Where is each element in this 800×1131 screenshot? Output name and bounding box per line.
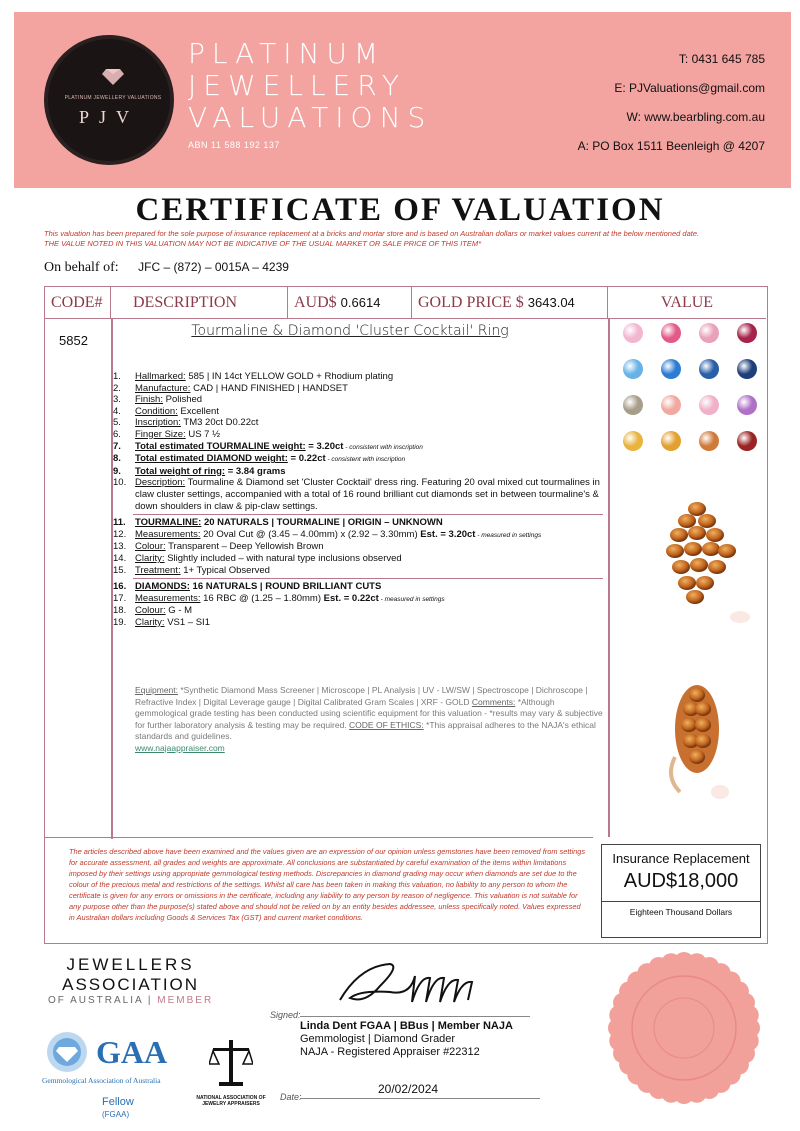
signer-role-1: Gemmologist | Diamond Grader <box>300 1033 456 1045</box>
naja-logo <box>196 1036 266 1107</box>
section-divider <box>133 578 603 579</box>
item-text <box>135 441 603 454</box>
list-item <box>113 541 603 553</box>
item-value: 16 NATURALS | ROUND BRILLIANT CUTS <box>189 581 382 593</box>
item-label: Total estimated TOURMALINE weight: <box>135 440 306 452</box>
tourmaline-stone <box>689 688 705 702</box>
gem-swatch <box>623 359 643 379</box>
header-code: CODE# <box>45 287 111 319</box>
naja-link[interactable]: www.najaappraiser.com <box>135 742 225 753</box>
brand-line-2: JEWELLERY <box>188 69 406 102</box>
gemstone-color-chart <box>609 319 767 461</box>
item-text <box>135 466 603 478</box>
list-item <box>113 417 603 429</box>
gem-swatch <box>623 395 643 415</box>
tourmaline-stone <box>718 544 736 558</box>
item-value: Polished <box>162 394 203 406</box>
item-number: 17. <box>113 592 127 604</box>
item-label: TOURMALINE: <box>135 517 202 529</box>
list-item <box>113 593 603 606</box>
handwritten-signature <box>320 956 520 1016</box>
item-number: 2. <box>113 382 121 394</box>
item-number: 3. <box>113 394 121 406</box>
tourmaline-stone <box>678 576 696 590</box>
list-item <box>113 441 603 454</box>
item-value: 1+ Typical Observed <box>180 564 270 576</box>
certificate-title: CERTIFICATE OF VALUATION <box>135 192 665 228</box>
section-divider <box>133 514 603 515</box>
item-number: 6. <box>113 428 121 440</box>
gem-swatch <box>661 323 681 343</box>
item-code: 5852 <box>59 333 88 348</box>
tourmaline-stone <box>684 542 702 556</box>
tourmaline-stone <box>695 702 711 716</box>
item-value: CAD | HAND FINISHED | HANDSET <box>190 382 348 394</box>
item-value: 16 RBC @ (1.25 – 1.80mm) <box>200 592 324 604</box>
tourmaline-stone <box>672 560 690 574</box>
item-number: 19. <box>113 616 127 628</box>
valuation-table <box>44 286 768 944</box>
item-number: 11. <box>113 517 126 529</box>
item-number: 8. <box>113 453 121 465</box>
logo-small-text: PLATINUM JEWELLERY VALUATIONS <box>64 95 162 101</box>
insurance-label: Insurance Replacement <box>612 851 750 866</box>
gem-swatch <box>661 395 681 415</box>
list-item <box>113 371 603 383</box>
item-list <box>113 371 603 628</box>
insurance-words: Eighteen Thousand Dollars <box>602 901 760 917</box>
item-number: 1. <box>113 371 121 382</box>
list-item <box>113 605 603 617</box>
gem-swatch <box>699 359 719 379</box>
ethics-text: *This appraisal adheres to the NAJA's ethical standards and guidelines. <box>135 719 596 741</box>
item-estimate: Est. = 0.22ct <box>323 592 379 604</box>
item-label: Treatment: <box>135 564 181 576</box>
tourmaline-stone <box>702 542 720 556</box>
item-value: 20 NATURALS | TOURMALINE | ORIGIN – UNKNOWN <box>201 517 443 529</box>
item-text <box>135 406 603 418</box>
header-gold-price <box>412 287 608 319</box>
ethics-label: CODE OF ETHICS: <box>349 719 424 730</box>
list-item <box>113 529 603 542</box>
item-value: = 3.84 grams <box>225 465 286 477</box>
ja-line-1: JEWELLERS <box>66 955 195 974</box>
date-value: 20/02/2024 <box>378 1082 439 1096</box>
item-label: Hallmarked: <box>135 371 186 382</box>
item-value: TM3 20ct D0.22ct <box>180 417 259 429</box>
item-text <box>135 617 603 629</box>
gem-swatch <box>623 323 643 343</box>
legal-disclaimer: The articles described above have been examined and the values given are an expression of our opinion unless gemstones have been removed from settings for accurate assessment, all grades and weights are approximate. All conclusions are substantiated by careful examination of the items within limitations imposed by their settings using appropriate gemmological testing methods. Discrepancies in diamond grading may occur when diamonds are set due to the colour of the precious metal and restrictions of the settings. Whilst all care has been taken in making this valuation, no liability to any person to whom the certificate is given for any errors or omissions in the certificate, including any liability to any person by reason of negligence. This valuation is not suitable for any purpose other than the purpose(s) stated above and should not be relied on by an entity besides addressee, unless specifically noted. Values expressed in Australian dollars including Goods & Services Tax (GST) and current market conditions. <box>45 837 593 943</box>
on-behalf-of <box>44 260 289 276</box>
gem-swatch <box>699 323 719 343</box>
item-text <box>135 553 603 565</box>
header-description: DESCRIPTION <box>111 287 288 319</box>
item-estimate: Est. = 3.20ct <box>420 528 476 540</box>
disclaimer-line-2: THE VALUE NOTED IN THIS VALUATION MAY NOT BE INDICATIVE OF THE USUAL MARKET OR SALE PRICE OF THIS ITEM* <box>44 239 482 248</box>
item-label: Condition: <box>135 405 178 417</box>
list-item <box>113 565 603 577</box>
tourmaline-stone <box>686 590 704 604</box>
item-note: - consistent with inscription <box>343 443 423 451</box>
disclaimer-line-1: This valuation has been prepared for the sole purpose of insurance replacement at a bricks and mortar store and is based on Australian dollars or market values current at the below mentioned date. <box>44 229 700 238</box>
item-label: Total weight of ring: <box>135 465 226 477</box>
gold-value: 3643.04 <box>527 295 575 310</box>
aud-label: AUD$ <box>294 294 337 311</box>
item-note: - measured in settings <box>378 595 445 603</box>
item-number: 15. <box>113 564 127 576</box>
item-text <box>135 605 603 617</box>
pjv-logo <box>44 35 174 165</box>
header-aud <box>288 287 412 319</box>
list-item <box>113 581 603 593</box>
embossed-seal <box>604 948 764 1108</box>
tourmaline-stone <box>688 502 706 516</box>
item-note: - measured in settings <box>475 531 542 539</box>
tourmaline-stone <box>681 718 697 732</box>
item-number: 12. <box>113 528 127 540</box>
gem-swatch <box>623 431 643 451</box>
item-label: Colour: <box>135 541 166 553</box>
tourmaline-stone <box>689 750 705 764</box>
item-label: Finger Size: <box>135 428 186 440</box>
item-value: VS1 – SI1 <box>164 616 210 628</box>
item-value: G - M <box>165 605 193 617</box>
list-item <box>113 466 603 478</box>
equipment-label: Equipment: <box>135 685 178 695</box>
list-item <box>113 406 603 418</box>
disclaimer <box>44 229 784 249</box>
item-value: = 3.20ct <box>305 440 344 452</box>
list-item <box>113 394 603 406</box>
item-label: Clarity: <box>135 616 165 628</box>
item-text <box>135 417 603 429</box>
ja-line-3: OF AUSTRALIA | MEMBER <box>48 995 214 1006</box>
item-text <box>135 593 603 606</box>
list-item <box>113 553 603 565</box>
brand-line-3: VALUATIONS <box>188 101 433 134</box>
gem-swatch <box>661 359 681 379</box>
gold-label: GOLD PRICE $ <box>418 294 524 311</box>
item-text <box>135 383 603 395</box>
item-value: 20 Oval Cut @ (3.45 – 4.00mm) x (2.92 – 3.30mm) <box>200 528 421 540</box>
item-text <box>135 581 603 593</box>
item-number: 14. <box>113 552 127 564</box>
signer-name: Linda Dent FGAA | BBus | Member NAJA <box>300 1020 513 1032</box>
signer-block <box>300 1020 513 1059</box>
gem-swatch <box>699 431 719 451</box>
brand-line-1: PLATINUM <box>188 37 386 70</box>
phone-text: T: 0431 645 785 <box>678 52 765 66</box>
item-text <box>135 565 603 577</box>
item-value: Tourmaline & Diamond set 'Cluster Cocktail' dress ring. Featuring 20 oval mixed cut tourmalines in claw cluster settings, accompanied with a total of 16 round brilliant cut diamonds set in between tourmaline's & down shoulders in claw & pip-claw settings. <box>135 477 600 512</box>
item-label: DIAMONDS: <box>135 581 190 593</box>
gaa-logo <box>42 1030 168 1119</box>
email-text: E: PJValuations@gmail.com <box>614 81 765 95</box>
address-text: A: PO Box 1511 Beenleigh @ 4207 <box>577 139 765 153</box>
item-number: 4. <box>113 405 121 417</box>
tourmaline-stone <box>690 558 708 572</box>
behalf-label: On behalf of: <box>44 260 119 275</box>
gaa-gem-icon <box>42 1030 92 1074</box>
tourmaline-stone <box>695 718 711 732</box>
item-label: Inscription: <box>135 417 181 429</box>
gem-swatch <box>737 395 757 415</box>
item-number: 9. <box>113 465 121 477</box>
comments-text: *Although gemmological grade testing has been conducted using scientific equipment for this valuation - *results may vary & subjective for further laboratory analysis & testing may be required. <box>135 696 603 730</box>
item-label: Clarity: <box>135 552 165 564</box>
tourmaline-stone <box>698 514 716 528</box>
list-item <box>113 383 603 395</box>
table-header <box>45 287 766 319</box>
gaa-name: GAA <box>96 1034 168 1070</box>
item-number: 16. <box>113 581 127 593</box>
gem-swatch <box>661 431 681 451</box>
ja-of-australia: OF AUSTRALIA <box>48 995 144 1006</box>
gem-swatch <box>737 323 757 343</box>
item-label: Colour: <box>135 605 166 617</box>
tourmaline-stone <box>706 528 724 542</box>
contact-block <box>578 52 765 168</box>
gem-swatch <box>737 431 757 451</box>
aud-value: 0.6614 <box>340 295 381 310</box>
equipment-text: *Synthetic Diamond Mass Screener | Microscope | PL Analysis | UV - LW/SW | Spectroscope | Dichroscope | Refractive Index | Digital Leverage gauge | Digital Calibrated Gram Scales | XRF - GOLD <box>135 685 588 707</box>
naja-text: NATIONAL ASSOCIATION OF JEWELRY APPRAISERS <box>196 1095 266 1107</box>
gem-swatch <box>737 359 757 379</box>
item-text <box>135 394 603 406</box>
list-item <box>113 617 603 629</box>
header-band <box>14 12 791 188</box>
gaa-subtitle: Gemmological Association of Australia <box>42 1076 161 1085</box>
ring-top-view-image <box>645 487 755 647</box>
item-value: Transparent – Deep Yellowish Brown <box>165 541 324 553</box>
item-value: US 7 ½ <box>185 428 221 440</box>
item-number: 13. <box>113 541 127 553</box>
behalf-code: JFC – (872) – 0015A – 4239 <box>138 260 289 274</box>
item-label: Measurements: <box>135 592 201 604</box>
item-text <box>135 529 603 542</box>
ja-member: MEMBER <box>157 995 214 1006</box>
item-number: 10. <box>113 477 127 489</box>
item-number: 18. <box>113 605 127 617</box>
item-number: 7. <box>113 440 121 452</box>
item-text <box>135 477 603 512</box>
item-label: Total estimated DIAMOND weight: <box>135 453 288 465</box>
equipment-notes <box>135 685 605 754</box>
item-label: Description: <box>135 477 186 489</box>
item-text <box>135 429 603 441</box>
item-note: - consistent with inscription <box>325 456 406 464</box>
item-value: Excellent <box>177 405 219 417</box>
signature-line <box>300 1016 530 1017</box>
comments-label: Comments: <box>471 696 516 707</box>
tourmaline-stone <box>695 734 711 748</box>
tourmaline-stone <box>670 528 688 542</box>
list-item <box>113 429 603 441</box>
list-item <box>113 517 603 529</box>
tourmaline-stone <box>688 526 706 540</box>
scales-icon <box>209 1036 253 1088</box>
logo-initials: PJV <box>78 107 139 127</box>
item-number: 5. <box>113 417 121 429</box>
tourmaline-stone <box>696 576 714 590</box>
diamond-icon <box>102 69 124 85</box>
item-label: Manufacture: <box>135 382 191 394</box>
item-text <box>135 517 603 529</box>
item-label: Finish: <box>135 394 163 406</box>
ring-title: Tourmaline & Diamond 'Cluster Cocktail' Ring <box>191 323 509 339</box>
date-line <box>300 1098 540 1099</box>
item-value: = 0.22ct <box>287 453 326 465</box>
header-value: VALUE <box>660 294 714 311</box>
signed-label: Signed: <box>270 1010 301 1020</box>
item-value: Slightly included – with natural type inclusions observed <box>164 552 402 564</box>
insurance-box <box>601 844 761 938</box>
tourmaline-stone <box>678 514 696 528</box>
tourmaline-stone <box>708 560 726 574</box>
signer-role-2: NAJA - Registered Appraiser #22312 <box>300 1046 480 1058</box>
item-text <box>135 541 603 553</box>
gaa-fellow <box>102 1096 134 1120</box>
web-text: W: www.bearbling.com.au <box>626 110 765 124</box>
brand-name <box>188 38 432 134</box>
tourmaline-stone <box>666 544 684 558</box>
fellow-abbr: (FGAA) <box>102 1110 130 1119</box>
list-item <box>113 453 603 466</box>
date-label: Date: <box>280 1092 302 1102</box>
fellow-label: Fellow <box>102 1096 134 1108</box>
item-label: Measurements: <box>135 528 201 540</box>
item-value: 585 | IN 14ct YELLOW GOLD + Rhodium plating <box>185 371 394 382</box>
jewellers-association-logo <box>48 955 213 1006</box>
abn-number: ABN 11 588 192 137 <box>188 140 280 150</box>
list-item <box>113 477 603 512</box>
gem-swatch <box>699 395 719 415</box>
ring-side-view-image <box>645 677 755 817</box>
insurance-amount: AUD$18,000 <box>623 870 739 892</box>
item-text <box>135 453 603 466</box>
item-text <box>135 371 603 383</box>
ja-line-2: ASSOCIATION <box>62 975 200 994</box>
